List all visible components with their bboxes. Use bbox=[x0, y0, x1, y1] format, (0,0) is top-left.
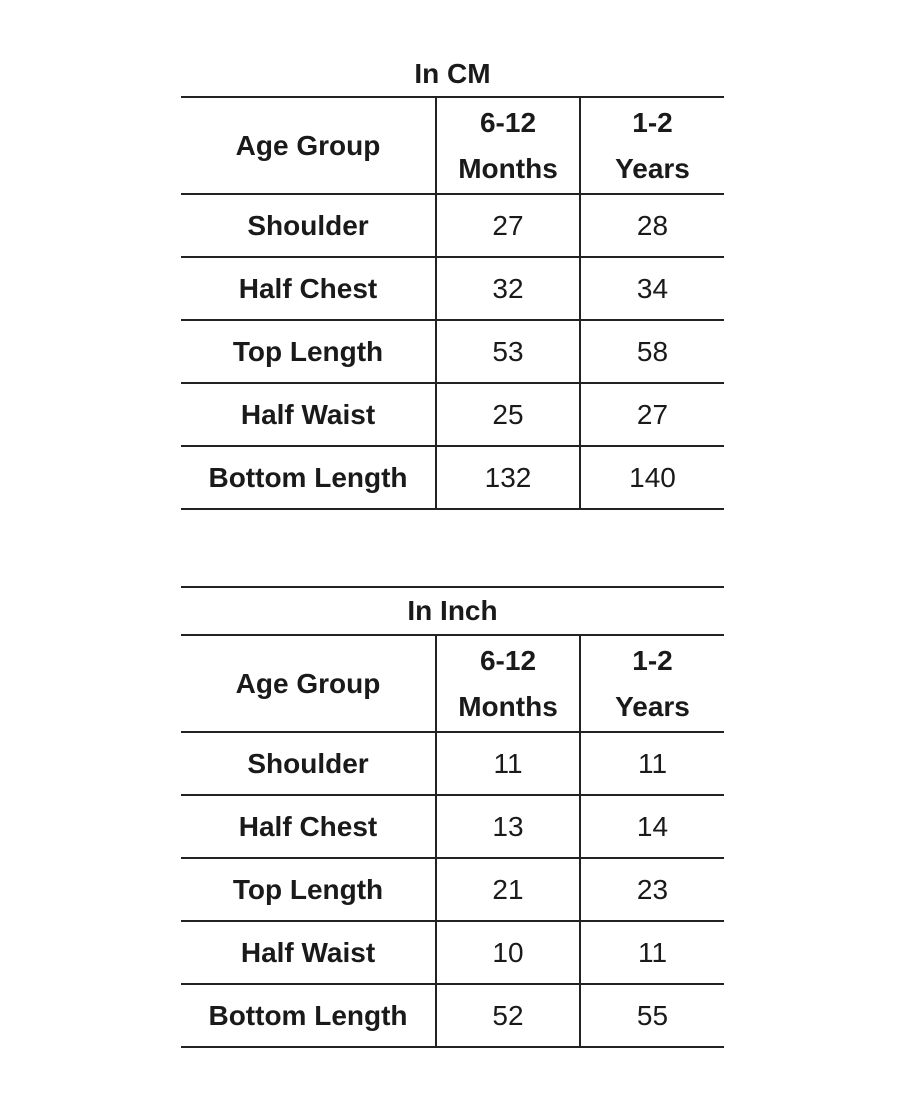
col-header-line: Months bbox=[458, 690, 558, 722]
size-table bbox=[181, 96, 724, 510]
row-label: Bottom Length bbox=[181, 984, 436, 1047]
cell-value: 27 bbox=[580, 383, 724, 446]
table-row bbox=[181, 257, 724, 320]
cell-value: 58 bbox=[580, 320, 724, 383]
row-label: Half Chest bbox=[181, 795, 436, 858]
cell-value: 14 bbox=[580, 795, 724, 858]
cell-value: 52 bbox=[436, 984, 580, 1047]
table-row bbox=[181, 446, 724, 509]
col-header-1-2-years bbox=[580, 635, 724, 732]
row-label: Half Waist bbox=[181, 383, 436, 446]
row-label: Half Waist bbox=[181, 921, 436, 984]
col-header-line: 1-2 bbox=[632, 644, 673, 676]
table-row bbox=[181, 921, 724, 984]
cell-value: 55 bbox=[580, 984, 724, 1047]
cell-value: 140 bbox=[580, 446, 724, 509]
table-title: In CM bbox=[414, 58, 491, 89]
table-row bbox=[181, 383, 724, 446]
cell-value: 27 bbox=[436, 194, 580, 257]
col-header-line: 6-12 bbox=[479, 644, 537, 676]
cell-value: 23 bbox=[580, 858, 724, 921]
header-row bbox=[181, 97, 724, 194]
age-group-header: Age Group bbox=[181, 635, 436, 732]
table-row bbox=[181, 795, 724, 858]
size-chart-cm bbox=[181, 52, 724, 510]
table-row bbox=[181, 858, 724, 921]
col-header-6-12-months bbox=[436, 635, 580, 732]
row-label: Shoulder bbox=[181, 194, 436, 257]
header-row bbox=[181, 635, 724, 732]
col-header-line: 1-2 bbox=[632, 106, 673, 138]
table-row bbox=[181, 320, 724, 383]
cell-value: 11 bbox=[580, 732, 724, 795]
cell-value: 28 bbox=[580, 194, 724, 257]
cell-value: 21 bbox=[436, 858, 580, 921]
row-label: Half Chest bbox=[181, 257, 436, 320]
col-header-6-12-months bbox=[436, 97, 580, 194]
size-chart-inch bbox=[181, 586, 724, 1048]
table-row bbox=[181, 984, 724, 1047]
cell-value: 10 bbox=[436, 921, 580, 984]
size-table bbox=[181, 634, 724, 1048]
cell-value: 34 bbox=[580, 257, 724, 320]
row-label: Top Length bbox=[181, 320, 436, 383]
col-header-line: Years bbox=[615, 152, 690, 184]
row-label: Top Length bbox=[181, 858, 436, 921]
age-group-header: Age Group bbox=[181, 97, 436, 194]
row-label: Shoulder bbox=[181, 732, 436, 795]
cell-value: 11 bbox=[436, 732, 580, 795]
cell-value: 11 bbox=[580, 921, 724, 984]
cell-value: 53 bbox=[436, 320, 580, 383]
table-row bbox=[181, 732, 724, 795]
cell-value: 132 bbox=[436, 446, 580, 509]
cell-value: 13 bbox=[436, 795, 580, 858]
cell-value: 32 bbox=[436, 257, 580, 320]
col-header-line: Years bbox=[615, 690, 690, 722]
cell-value: 25 bbox=[436, 383, 580, 446]
col-header-line: Months bbox=[458, 152, 558, 184]
col-header-1-2-years bbox=[580, 97, 724, 194]
table-row bbox=[181, 194, 724, 257]
table-title: In Inch bbox=[407, 595, 498, 626]
row-label: Bottom Length bbox=[181, 446, 436, 509]
col-header-line: 6-12 bbox=[479, 106, 537, 138]
